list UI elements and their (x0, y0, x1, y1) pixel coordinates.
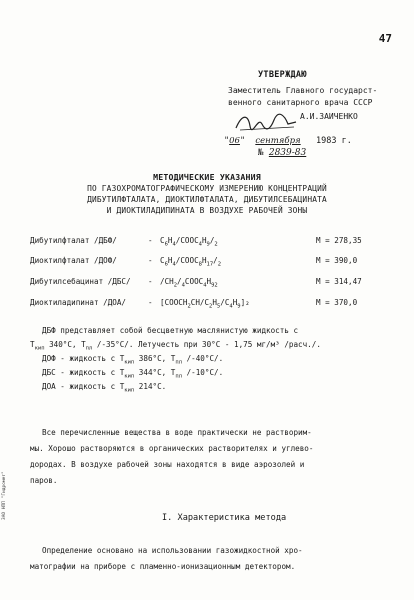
document-title-line-3: ДИБУТИЛФТАЛАТА, ДИОКТИЛФТАЛАТА, ДИБУТИЛСЕБАЦИНАТА (87, 195, 327, 204)
date-year: 1983 г. (316, 136, 352, 146)
approval-signatory-name: А.И.ЗАИЧЕНКО (300, 112, 358, 121)
approval-title: УТВЕРЖДАЮ (258, 70, 307, 80)
solubility-line-1: Все перечисленные вещества в воде практически не растворим- (42, 428, 312, 437)
approval-date: "06" сентября 1983 г. (224, 136, 352, 146)
section-title: I. Характеристика метода (162, 513, 287, 523)
dbf-description-line-1: ДБФ представляет собой бесцветную маслянистую жидкость с (42, 326, 299, 335)
approval-position-line-1: Заместитель Главного государст- (228, 86, 378, 95)
solubility-line-4: паров. (30, 476, 58, 485)
date-day: 06 (229, 136, 240, 146)
document-title-line-2: ПО ГАЗОХРОМАТОГРАФИЧЕСКОМУ ИЗМЕРЕНИЮ КОНЦЕНТРАЦИЙ (87, 184, 327, 193)
method-line-2: матографии на приборе с пламенно-ионизационным детектором. (30, 562, 296, 571)
solubility-line-2: мы. Хорошо растворяются в органических растворителях и углево- (30, 444, 314, 453)
page-number: 47 (378, 32, 392, 45)
dbf-description-line-2: $T_{кип}$ 340°C, $T_{пл}$ /-35°C/. Летучесть при 30°C - 1,75 мг/м³ /расч./. (30, 340, 321, 352)
approval-position-line-2: венного санитарного врача СССР (228, 98, 373, 107)
approval-number: № 2839-83 (258, 148, 307, 158)
substance-row-dof: Диоктилфталат /ДОФ/ - $C_6H_4/COOC_8H_{17}/_2$ M = 390,0 (30, 256, 358, 268)
side-publisher-note: ЗАО НПП "Гидромет" (2, 471, 7, 520)
doa-properties: ДОА - жидкость с $T_{кип}$ 214°C. (42, 382, 167, 394)
document-title-line-4: И ДИОКТИЛАДИПИНАТА В ВОЗДУХЕ РАБОЧЕЙ ЗОНЫ (106, 206, 308, 215)
handwritten-signature (234, 112, 304, 134)
document-title-line-1: МЕТОДИЧЕСКИЕ УКАЗАНИЯ (153, 172, 261, 182)
date-month: сентября (255, 136, 301, 146)
dbs-properties: ДБС - жидкость с $T_{кип}$ 344°C, $T_{пл}$ /-10°C/. (42, 368, 224, 380)
substance-row-doa: Диоктиладипинат /ДОА/ - $[COOCH_2CH/C_2H_5/C_4H_9]_2$ M = 370,0 (30, 298, 358, 310)
solubility-line-3: дородах. В воздухе рабочей зоны находятся в виде аэрозолей и (30, 460, 305, 469)
dof-properties: ДОФ - жидкость с $T_{кип}$ 386°C, $T_{пл}$ /-40°C/. (42, 354, 224, 366)
substance-row-dbs: Дибутилсебацинат /ДБС/ - $/CH_2/_4COOC_4H_{92}$ M = 314,47 (30, 277, 362, 289)
method-line-1: Определение основано на использовании газожидкостной хро- (42, 546, 303, 555)
substance-row-dbf: Дибутилфталат /ДБФ/ - $C_6H_4/COOC_4H_9/_2$ M = 278,35 (30, 236, 362, 248)
